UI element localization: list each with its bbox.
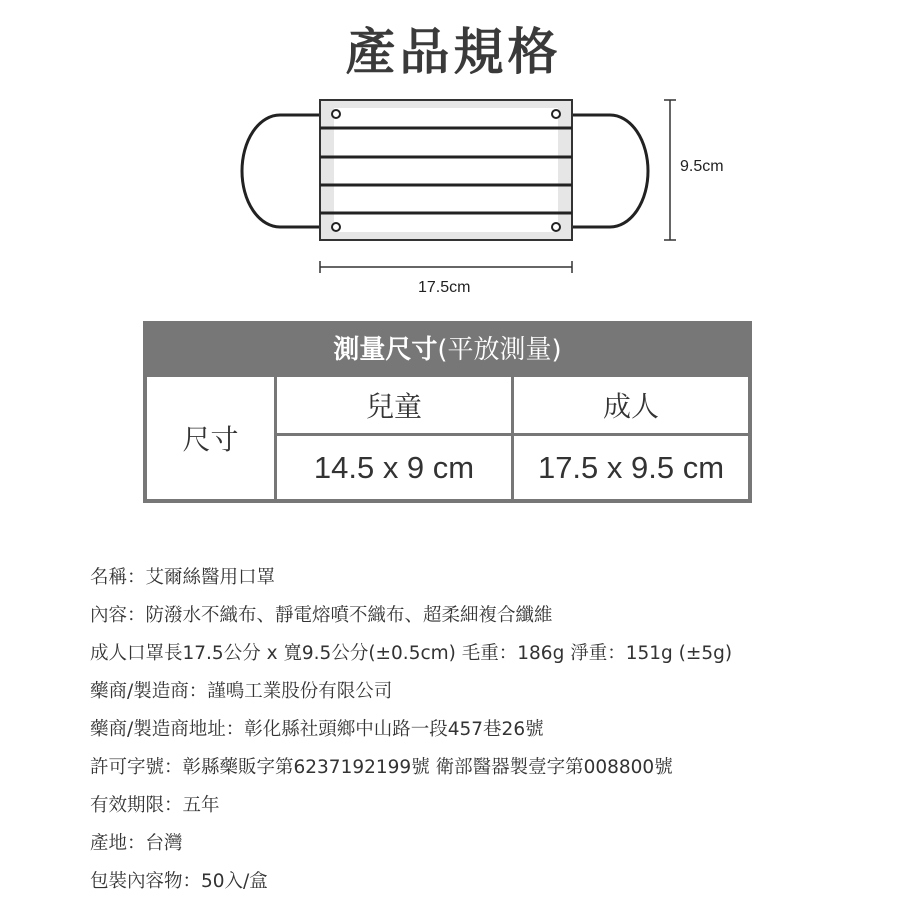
size-table — [143, 321, 752, 503]
table-header — [143, 321, 752, 374]
col-header-adult: 成人 — [514, 377, 748, 433]
mask-illustration — [0, 0, 907, 320]
right-ear-loop — [572, 115, 648, 227]
mask-right-seam — [558, 100, 572, 240]
rivet — [552, 223, 560, 231]
spec-package: 包裝內容物：50入/盒 — [90, 871, 268, 892]
mask-left-seam — [320, 100, 334, 240]
spec-address: 藥商/製造商地址：彰化縣社頭鄉中山路一段457巷26號 — [90, 719, 544, 740]
rivet — [332, 223, 340, 231]
left-ear-loop — [242, 115, 322, 227]
width-label: 17.5cm — [418, 279, 471, 296]
rivet — [332, 110, 340, 118]
row-label-size: 尺寸 — [147, 377, 274, 499]
page-title: 產品規格 — [345, 23, 562, 81]
col-header-child: 兒童 — [277, 377, 511, 433]
rivet — [552, 110, 560, 118]
table-header-sub: (平放測量) — [437, 335, 562, 365]
spec-size-weight: 成人口罩長17.5公分 x 寬9.5公分(±0.5cm) 毛重：186g 淨重：151g (±5g) — [90, 643, 733, 664]
height-label: 9.5cm — [680, 158, 724, 175]
spec-license: 許可字號：彰縣藥販字第6237192199號 衛部醫器製壹字第008800號 — [90, 757, 673, 778]
spec-expiry: 有效期限：五年 — [90, 795, 220, 816]
value-adult: 17.5 x 9.5 cm — [514, 436, 748, 499]
spec-origin: 產地：台灣 — [90, 833, 183, 854]
mask-diagram — [0, 0, 907, 320]
spec-manufacturer: 藥商/製造商：謹鳴工業股份有限公司 — [90, 681, 393, 702]
mask-bottom-seam — [320, 232, 572, 240]
spec-name: 名稱：艾爾絲醫用口罩 — [90, 567, 276, 588]
spec-list — [90, 559, 880, 901]
mask-top-seam — [320, 100, 572, 108]
value-child: 14.5 x 9 cm — [277, 436, 511, 499]
mask-body — [320, 100, 572, 240]
table-header-main: 測量尺寸 — [333, 335, 438, 365]
spec-content: 內容：防潑水不織布、靜電熔噴不織布、超柔細複合纖維 — [90, 605, 553, 626]
